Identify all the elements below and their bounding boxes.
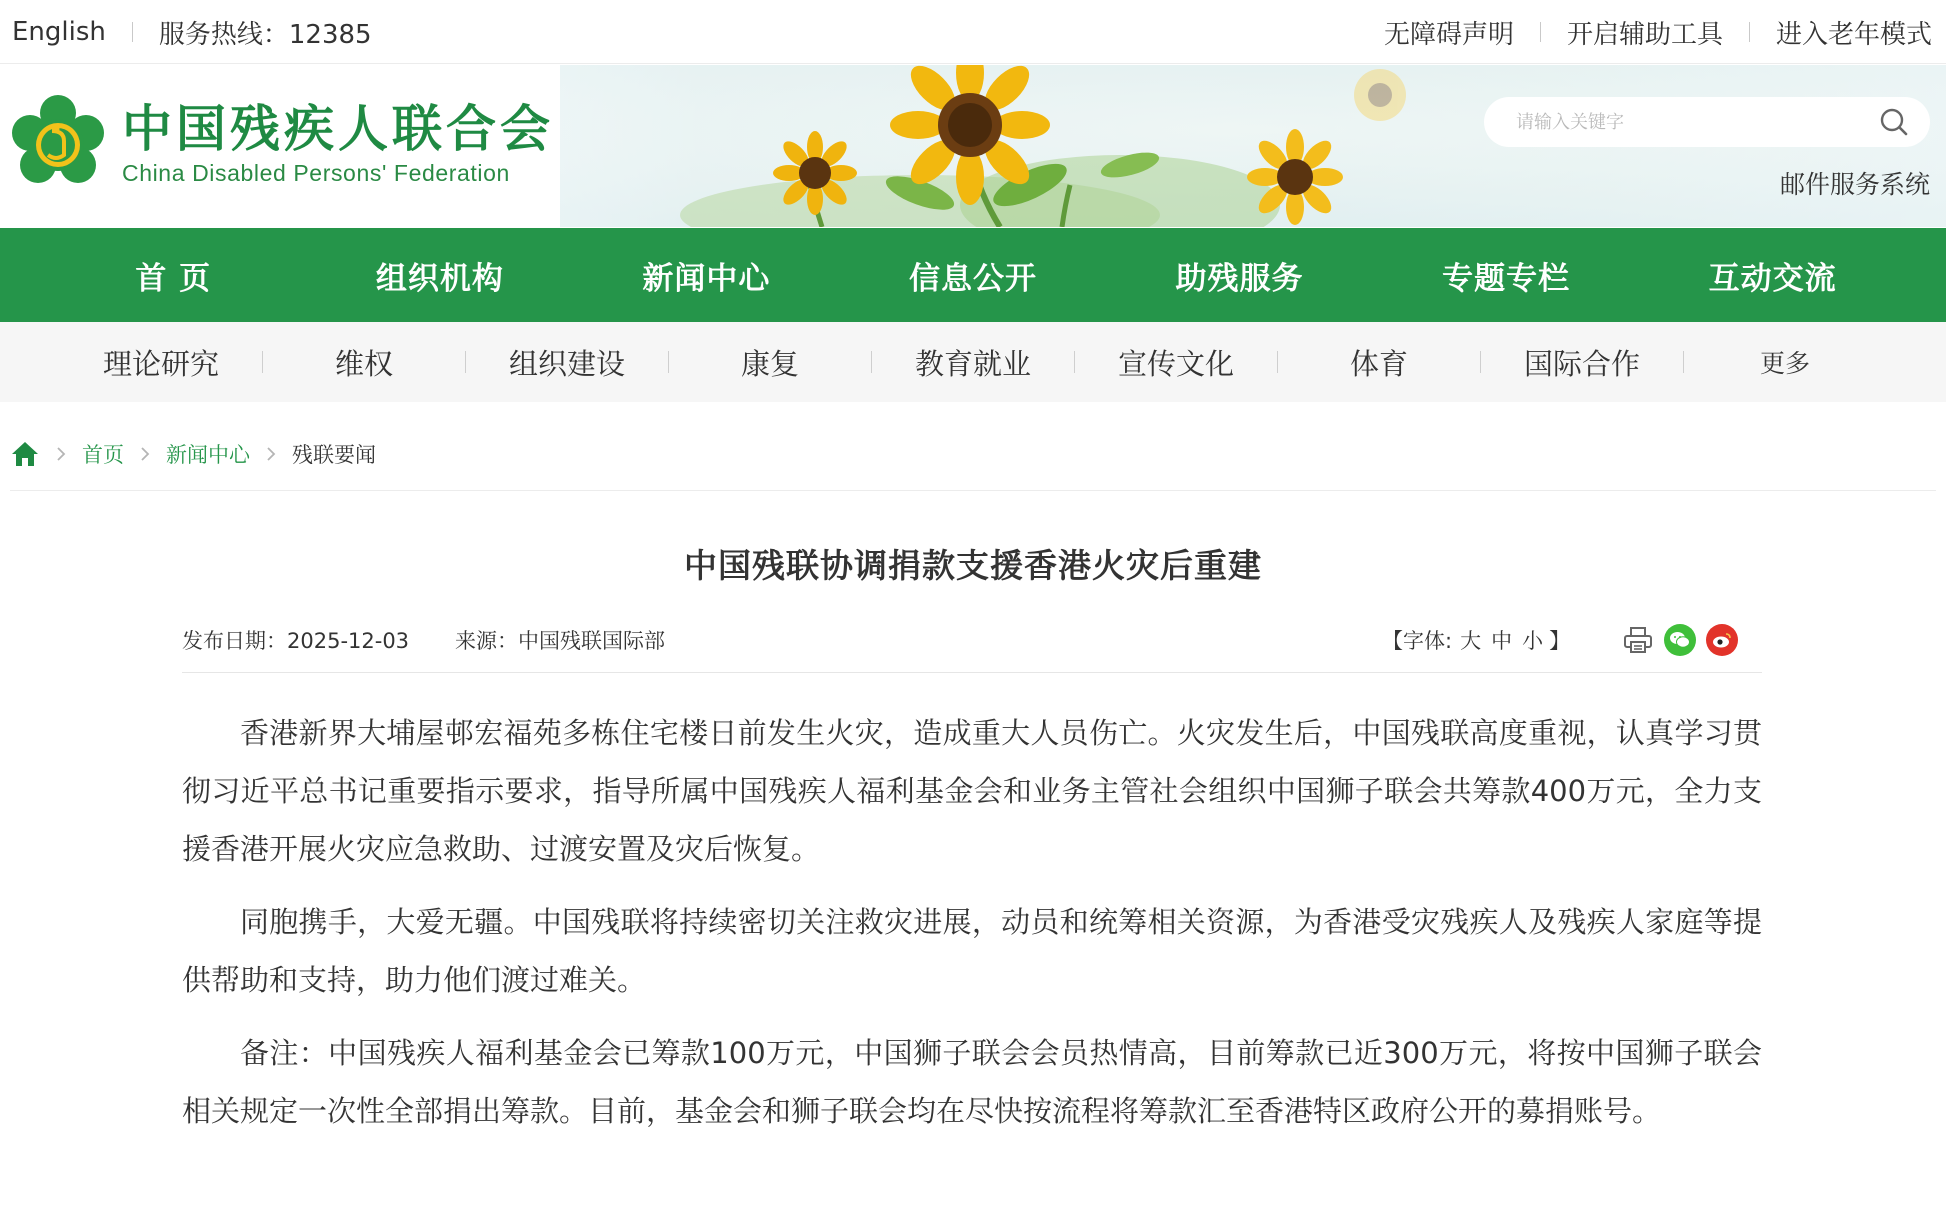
weibo-icon[interactable] [1706, 624, 1738, 656]
meta-divider [182, 672, 1762, 673]
search-icon[interactable] [1878, 106, 1910, 138]
article-paragraph: 备注：中国残疾人福利基金会已筹款100万元，中国狮子联会会员热情高，目前筹款已近300万元，将按中国狮子联会相关规定一次性全部捐出筹款。目前，基金会和狮子联会均在尽快按流程将筹款汇至香港特区政府公开的募捐账号。 [182, 1036, 1762, 1128]
home-icon[interactable] [10, 440, 40, 468]
article-title: 中国残联协调捐款支援香港火灾后重建 [684, 546, 1262, 585]
hotline-text: 服务热线：12385 [158, 19, 372, 50]
top-bar-left [12, 0, 372, 64]
divider [132, 22, 133, 42]
nav-item-special-topics[interactable]: 专题专栏 [1442, 260, 1571, 297]
font-size-label: 【字体: [1382, 629, 1453, 653]
top-bar-right [1384, 0, 1932, 64]
search-box [1484, 97, 1930, 147]
nav-item-interaction[interactable]: 互动交流 [1708, 260, 1837, 297]
divider [1749, 22, 1750, 42]
article-meta [182, 620, 1762, 660]
font-size-large-button[interactable]: 大 [1460, 629, 1482, 653]
subnav-item-theory-research[interactable]: 理论研究 [102, 346, 219, 381]
nav-item-home[interactable]: 首 页 [135, 260, 212, 297]
subnav-item-sports[interactable]: 体育 [1349, 346, 1408, 381]
top-utility-bar [0, 0, 1946, 64]
logo-english-name: China Disabled Persons' Federation [122, 159, 510, 186]
site-logo[interactable] [12, 95, 554, 191]
breadcrumb-current: 残联要闻 [292, 443, 376, 467]
nav-item-services[interactable]: 助残服务 [1175, 260, 1304, 297]
font-size-small-button[interactable]: 小 [1522, 629, 1544, 653]
font-size-medium-button[interactable]: 中 [1491, 629, 1513, 653]
subnav-item-rehabilitation[interactable]: 康复 [740, 346, 799, 381]
accessibility-statement-link[interactable]: 无障碍声明 [1383, 19, 1514, 50]
wechat-icon[interactable] [1664, 624, 1696, 656]
font-size-label-close: 】 [1549, 629, 1571, 653]
chevron-right-icon [138, 446, 152, 462]
share-tools [1622, 624, 1748, 656]
subnav-item-more[interactable]: 更多 [1759, 349, 1810, 378]
breadcrumb-divider [10, 490, 1936, 491]
logo-chinese-name: 中国残疾人联合会 [122, 98, 554, 158]
font-size-control [1382, 620, 1578, 660]
mail-system-link[interactable]: 邮件服务系统 [1779, 170, 1930, 199]
subnav-item-org-building[interactable]: 组织建设 [508, 346, 625, 381]
logo-text [122, 100, 554, 187]
article-body [182, 704, 1762, 1155]
chevron-right-icon [264, 446, 278, 462]
site-header [0, 65, 1946, 227]
cdpf-emblem-icon [12, 95, 104, 191]
subnav-item-international[interactable]: 国际合作 [1523, 346, 1640, 381]
publish-date: 发布日期：2025-12-03 [182, 629, 410, 653]
nav-item-news-center[interactable]: 新闻中心 [642, 260, 771, 297]
subnav-item-publicity-culture[interactable]: 宣传文化 [1117, 346, 1234, 381]
breadcrumb-news-center[interactable]: 新闻中心 [166, 443, 250, 467]
elder-mode-link[interactable]: 进入老年模式 [1775, 19, 1932, 50]
breadcrumb-home[interactable]: 首页 [82, 443, 124, 467]
nav-item-organization[interactable]: 组织机构 [375, 260, 504, 297]
divider [1540, 22, 1541, 42]
subnav-item-rights[interactable]: 维权 [334, 346, 393, 381]
article-paragraph: 香港新界大埔屋邨宏福苑多栋住宅楼日前发生火灾，造成重大人员伤亡。火灾发生后，中国残联高度重视，认真学习贯彻习近平总书记重要指示要求，指导所属中国残疾人福利基金会和业务主管社会组织中国狮子联会共筹款400万元，全力支援香港开展火灾应急救助、过渡安置及灾后恢复。 [182, 716, 1762, 866]
print-icon[interactable] [1622, 624, 1654, 656]
main-nav [0, 228, 1946, 322]
assist-tools-link[interactable]: 开启辅助工具 [1566, 19, 1723, 50]
search-input[interactable] [1516, 112, 1878, 133]
breadcrumb [10, 436, 376, 472]
chevron-right-icon [54, 446, 68, 462]
article-source: 来源：中国残联国际部 [455, 629, 666, 653]
sub-nav [0, 322, 1946, 402]
nav-item-information-disclosure[interactable]: 信息公开 [908, 260, 1037, 297]
english-link[interactable]: English [12, 17, 106, 47]
subnav-item-education-employment[interactable]: 教育就业 [914, 346, 1031, 381]
article-paragraph: 同胞携手，大爱无疆。中国残联将持续密切关注救灾进展，动员和统筹相关资源，为香港受灾残疾人及残疾人家庭等提供帮助和支持，助力他们渡过难关。 [182, 905, 1762, 997]
